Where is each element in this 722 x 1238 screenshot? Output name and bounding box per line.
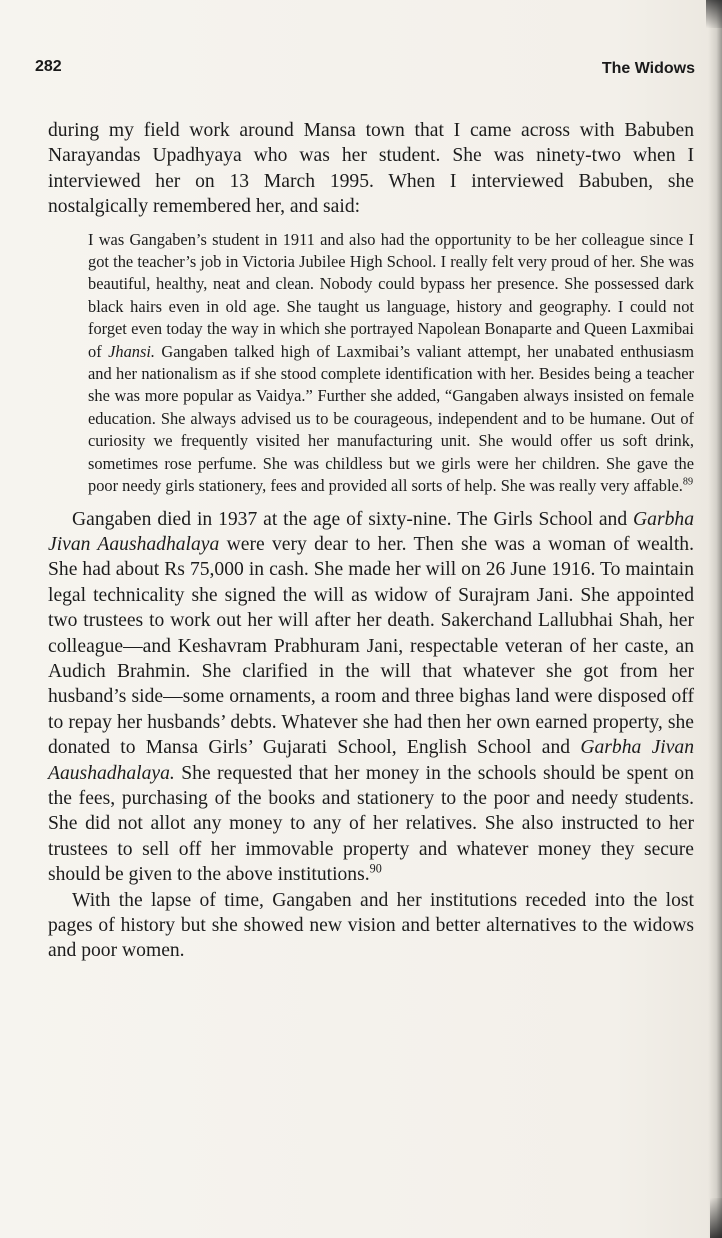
block-quote (88, 229, 694, 498)
paragraph-2-text-2: were very dear to her. Then she was a woman of wealth. She had about Rs 75,000 in cash. She made her will on 26 June 1916. To maintain legal technicality she signed the will as widow of Surajram Jani. She appointed two trustees to work out her will after her death. Sakerchand Lallubhai Shah, her colleague—and Keshavram Prabhuram Jani, respectable veteran of her caste, an Audich Brahmin. She clarified in the will that whatever she got from her husband’s side—some ornaments, a room and three bighas land were disposed off to repay her husbands’ debts. Whatever she had then her own earned property, she donated to Mansa Girls’ Gujarati School, English School and (48, 533, 694, 759)
footnote-ref-90: 90 (369, 861, 382, 876)
paragraph-3: With the lapse of time, Gangaben and her institutions receded into the lost pages of history but she showed new vision and better alternatives to the widows and poor women. (48, 889, 694, 962)
paragraph-2-italic-1: Garbha Jivan Aaushadhalaya (48, 508, 694, 555)
quote-text-1: I was Gangaben’s student in 1911 and also had the opportunity to be her colleague since I got the teacher’s job in Victoria Jubilee High School. I really felt very proud of her. She was beautiful, healthy, neat and clean. Nobody could bypass her presence. She possessed dark black hairs even in old age. She taught us language, history and geography. I could not forget even today the way in which she portrayed Napolean Bonaparte and Queen Laxmibai of (88, 229, 694, 361)
page-number: 282 (35, 58, 62, 75)
paragraph-2-text-3: She requested that her money in the schools should be spent on the fees, purchasing of the books and stationery to the poor and needy students. She did not allot any money to any of her relatives. She also instructed to her trustees to sell off her immovable property and whatever money they secure should be given to the above institutions. (48, 762, 694, 886)
quote-italic-jhansi: Jhansi. (108, 341, 155, 361)
body-text (48, 118, 694, 964)
page-corner-bottom (710, 1198, 722, 1238)
page-edge-shadow (708, 0, 722, 1238)
paragraph-1: during my field work around Mansa town that I came across with Babuben Narayandas Upadhyaya who was her student. She was ninety-two when I interviewed her on 13 March 1995. When I interviewed Babuben, she nostalgically remembered her, and said: (48, 120, 694, 218)
page-header (35, 58, 695, 82)
block-quote-text (88, 229, 694, 498)
running-head: The Widows (601, 60, 695, 77)
page-corner-top (706, 0, 722, 28)
quote-text-2: Gangaben talked high of Laxmibai’s valiant attempt, her unabated enthusiasm and her nationalism as if she stood complete identification with her. Besides being a teacher she was more popular as Vaidya.” Further she added, “Gangaben always insisted on female education. She always advised us to be courageous, independent and to be humane. Out of curiosity we frequently visited her manufacturing unit. She would offer us soft drink, sometimes rose perfume. She was childless but we girls were her children. She gave the poor needy girls stationery, fees and provided all sorts of help. She was really very affable. (88, 341, 694, 496)
footnote-ref-89: 89 (682, 476, 694, 488)
paragraph-2-text-1: Gangaben died in 1937 at the age of sixty-nine. The Girls School and (72, 508, 634, 530)
paragraph-2-italic-2: Garbha Jivan Aaushadhalaya. (48, 737, 694, 784)
paragraph-2 (48, 507, 694, 888)
